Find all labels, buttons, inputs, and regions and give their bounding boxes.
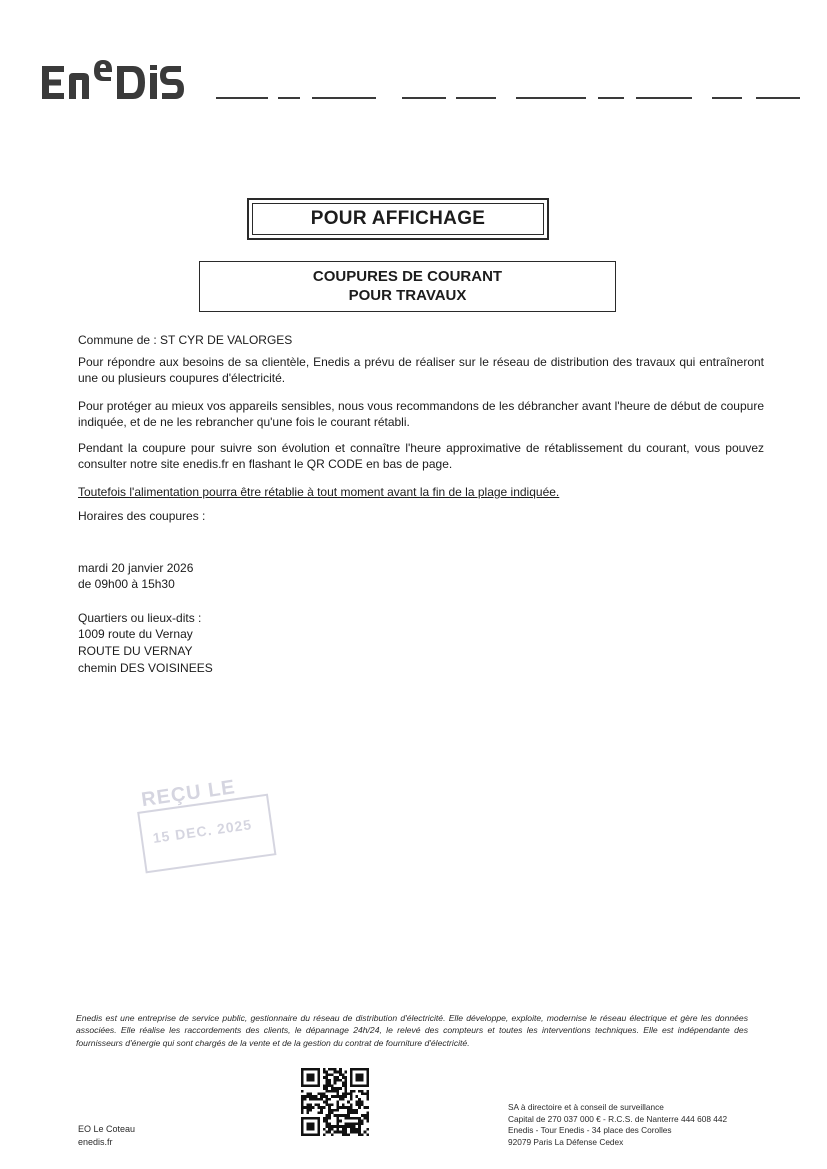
qr-code-icon[interactable]: [301, 1068, 369, 1136]
paragraph-recommendation: Pour protéger au mieux vos appareils sensibles, nous vous recommandons de les débrancher avant l'heure de début de coupure indiquée, et de ne les rebrancher qu'une fois le courant rétabli.: [78, 399, 764, 429]
warning-text: Toutefois l'alimentation pourra être rétablie à tout moment avant la fin de la plage indiquée.: [78, 485, 560, 499]
stamp-date-text: 15 DEC. 2025: [151, 816, 254, 846]
qr-code-graphic: [301, 1068, 369, 1136]
enedis-logo-icon: [42, 58, 214, 102]
paragraph-intro: Pour répondre aux besoins de sa clientèle, Enedis a prévu de réaliser sur le réseau de distribution des travaux qui entraîneront une ou plusieurs coupures d'électricité.: [78, 355, 764, 385]
place-item: chemin DES VOISINEES: [78, 661, 213, 675]
schedule-label: Horaires des coupures :: [78, 509, 206, 523]
place-item: ROUTE DU VERNAY: [78, 644, 193, 658]
subtitle-box: [199, 261, 616, 312]
footer-site-name: EO Le Coteau: [78, 1124, 136, 1134]
footer-website: enedis.fr: [78, 1137, 113, 1147]
page-title: POUR AFFICHAGE: [310, 208, 486, 229]
subtitle-line-2: POUR TRAVAUX: [348, 287, 467, 304]
paragraph-follow-up: Pendant la coupure pour suivre son évolution et connaître l'heure approximative de rétablissement du courant, vous pouvez consulter notre site enedis.fr en flashant le QR CODE en bas de page.: [78, 441, 764, 471]
schedule-hours: de 09h00 à 15h30: [78, 577, 175, 591]
commune-line: Commune de : ST CYR DE VALORGES: [78, 333, 293, 347]
footer-company-info: [508, 1102, 727, 1148]
schedule-date: mardi 20 janvier 2026: [78, 561, 194, 575]
subtitle-line-1: COUPURES DE COURANT: [312, 268, 503, 285]
logo-underline: [216, 97, 800, 100]
title-box: [247, 198, 549, 240]
place-item: 1009 route du Vernay: [78, 627, 193, 641]
company-info-line: Enedis - Tour Enedis - 34 place des Corolles: [508, 1125, 672, 1136]
footer-left: [78, 1123, 135, 1149]
company-info-line: SA à directoire et à conseil de surveillance: [508, 1102, 664, 1112]
legal-notice: Enedis est une entreprise de service public, gestionnaire du réseau de distribution d'électricité. Elle développe, exploite, modernise le réseau électrique et gère les données associées. Elle réalise les raccordements des clients, le dépannage 24h/24, le relevé des compteurs et toutes les interventions techniques. Elle est indépendante des fournisseurs d'énergie qui sont chargés de la vente et de la gestion du contrat de fourniture d'électricité.: [76, 1013, 748, 1048]
company-info-line: 92079 Paris La Défense Cedex: [508, 1136, 624, 1147]
received-stamp: [134, 771, 286, 885]
stamp-received-text: REÇU LE: [140, 776, 237, 812]
enedis-logo: [42, 56, 214, 102]
company-info-line: Capital de 270 037 000 € - R.C.S. de Nanterre 444 608 442: [508, 1113, 728, 1124]
places-label: Quartiers ou lieux-dits :: [78, 611, 202, 625]
